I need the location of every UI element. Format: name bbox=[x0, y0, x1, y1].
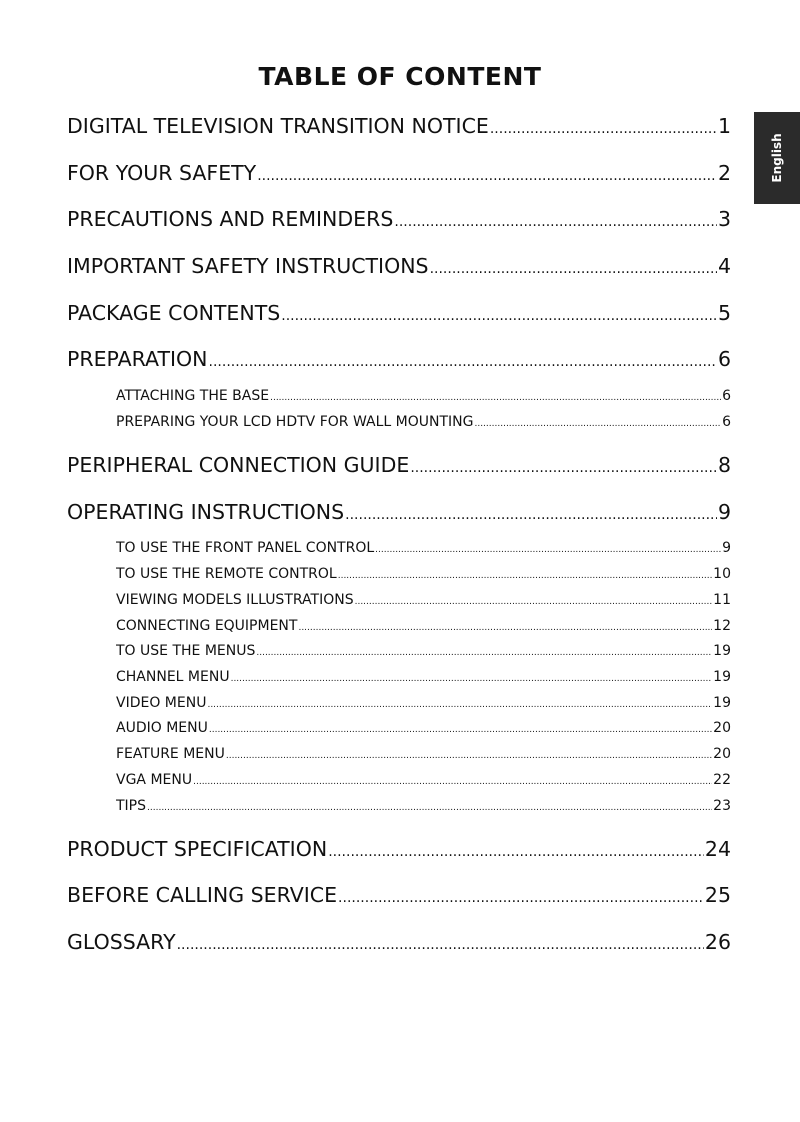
toc-entry-page: 9 bbox=[722, 540, 731, 556]
toc-entry[interactable] bbox=[67, 930, 731, 954]
toc-entry-label: FEATURE MENU bbox=[116, 746, 225, 762]
toc-entry-page: 10 bbox=[713, 566, 731, 582]
toc-entry-label: OPERATING INSTRUCTIONS bbox=[67, 500, 345, 524]
toc-subentry[interactable] bbox=[116, 643, 731, 659]
toc-entry-label: TO USE THE FRONT PANEL CONTROL bbox=[116, 540, 375, 556]
toc-entry-label: TIPS bbox=[116, 798, 147, 814]
dot-leader bbox=[147, 803, 712, 813]
toc-entry-page: 20 bbox=[713, 720, 731, 736]
toc-entry-page: 4 bbox=[717, 254, 731, 278]
toc-entry[interactable] bbox=[67, 207, 731, 231]
toc-entry-page: 24 bbox=[704, 837, 731, 861]
toc-entry-page: 11 bbox=[713, 592, 731, 608]
toc-entry-page: 6 bbox=[722, 388, 731, 404]
toc-entry-label: ATTACHING THE BASE bbox=[116, 388, 270, 404]
dot-leader bbox=[410, 460, 717, 476]
toc-subentry[interactable] bbox=[116, 669, 731, 685]
toc-entry[interactable] bbox=[67, 114, 731, 138]
toc-entry-label: CONNECTING EQUIPMENT bbox=[116, 618, 298, 634]
toc-entry-label: CHANNEL MENU bbox=[116, 669, 230, 685]
toc-entry-label: AUDIO MENU bbox=[116, 720, 208, 736]
toc-entry-page: 26 bbox=[704, 930, 731, 954]
toc-entry-label: PERIPHERAL CONNECTION GUIDE bbox=[67, 453, 410, 477]
dot-leader bbox=[209, 354, 717, 370]
toc-subentry[interactable] bbox=[116, 592, 731, 608]
toc-entry[interactable] bbox=[67, 161, 731, 185]
toc-entry-label: BEFORE CALLING SERVICE bbox=[67, 883, 338, 907]
dot-leader bbox=[270, 393, 721, 403]
toc-subentry[interactable] bbox=[116, 798, 731, 814]
toc-subentry[interactable] bbox=[116, 720, 731, 736]
toc-entry[interactable] bbox=[67, 837, 731, 861]
dot-leader bbox=[231, 674, 713, 684]
dot-leader bbox=[257, 168, 717, 184]
toc-entry-label: TO USE THE MENUS bbox=[116, 643, 256, 659]
toc-entry-page: 1 bbox=[717, 114, 731, 138]
toc-entry-page: 19 bbox=[713, 643, 731, 659]
dot-leader bbox=[338, 571, 712, 581]
toc-entry-label: DIGITAL TELEVISION TRANSITION NOTICE bbox=[67, 114, 489, 138]
toc-entry-page: 9 bbox=[717, 500, 731, 524]
dot-leader bbox=[177, 937, 704, 953]
toc-entry-page: 19 bbox=[713, 669, 731, 685]
toc-entry-page: 22 bbox=[713, 772, 731, 788]
toc-subentry[interactable] bbox=[116, 566, 731, 582]
toc-entry-label: FOR YOUR SAFETY bbox=[67, 161, 257, 185]
toc-entry-page: 23 bbox=[713, 798, 731, 814]
toc-subentry[interactable] bbox=[116, 540, 731, 556]
toc-entry[interactable] bbox=[67, 254, 731, 278]
toc-subentry[interactable] bbox=[116, 772, 731, 788]
toc-entry-page: 5 bbox=[717, 301, 731, 325]
dot-leader bbox=[209, 725, 712, 735]
dot-leader bbox=[474, 419, 721, 429]
toc-entry-label: PACKAGE CONTENTS bbox=[67, 301, 281, 325]
dot-leader bbox=[355, 597, 713, 607]
toc-entry-label: PRODUCT SPECIFICATION bbox=[67, 837, 328, 861]
dot-leader bbox=[375, 545, 721, 555]
toc-entry[interactable] bbox=[67, 347, 731, 371]
dot-leader bbox=[394, 214, 717, 230]
dot-leader bbox=[490, 121, 717, 137]
dot-leader bbox=[226, 751, 712, 761]
dot-leader bbox=[256, 648, 712, 658]
toc-entry-label: VIDEO MENU bbox=[116, 695, 207, 711]
toc-entry[interactable] bbox=[67, 301, 731, 325]
toc-entry-page: 19 bbox=[713, 695, 731, 711]
toc-entry-label: PRECAUTIONS AND REMINDERS bbox=[67, 207, 394, 231]
toc-entry-page: 8 bbox=[717, 453, 731, 477]
page-title: TABLE OF CONTENT bbox=[258, 62, 542, 91]
toc-entry-label: VGA MENU bbox=[116, 772, 193, 788]
toc-entry-label: TO USE THE REMOTE CONTROL bbox=[116, 566, 337, 582]
toc-entry-page: 3 bbox=[717, 207, 731, 231]
toc-entry-label: GLOSSARY bbox=[67, 930, 176, 954]
toc-subentry[interactable] bbox=[116, 618, 731, 634]
toc-subentry[interactable] bbox=[116, 388, 731, 404]
toc-subentry[interactable] bbox=[116, 414, 731, 430]
toc-entry-label: IMPORTANT SAFETY INSTRUCTIONS bbox=[67, 254, 429, 278]
toc-entry-label: PREPARATION bbox=[67, 347, 208, 371]
language-tab-label: English bbox=[770, 133, 784, 183]
dot-leader bbox=[430, 261, 717, 277]
dot-leader bbox=[345, 507, 717, 523]
toc-entry-page: 6 bbox=[722, 414, 731, 430]
toc-subentry[interactable] bbox=[116, 746, 731, 762]
dot-leader bbox=[281, 308, 717, 324]
toc-entry[interactable] bbox=[67, 883, 731, 907]
language-tab bbox=[754, 112, 800, 204]
toc-entry[interactable] bbox=[67, 500, 731, 524]
dot-leader bbox=[298, 623, 712, 633]
toc-entry-page: 25 bbox=[704, 883, 731, 907]
dot-leader bbox=[207, 700, 712, 710]
toc-entry-page: 2 bbox=[717, 161, 731, 185]
toc-entry-label: PREPARING YOUR LCD HDTV FOR WALL MOUNTING bbox=[116, 414, 474, 430]
toc-entry-page: 20 bbox=[713, 746, 731, 762]
toc-entry-page: 12 bbox=[713, 618, 731, 634]
dot-leader bbox=[338, 890, 704, 906]
toc-entry[interactable] bbox=[67, 453, 731, 477]
dot-leader bbox=[193, 777, 712, 787]
toc-subentry[interactable] bbox=[116, 695, 731, 711]
toc-entry-page: 6 bbox=[717, 347, 731, 371]
dot-leader bbox=[328, 844, 704, 860]
toc-entry-label: VIEWING MODELS ILLUSTRATIONS bbox=[116, 592, 354, 608]
